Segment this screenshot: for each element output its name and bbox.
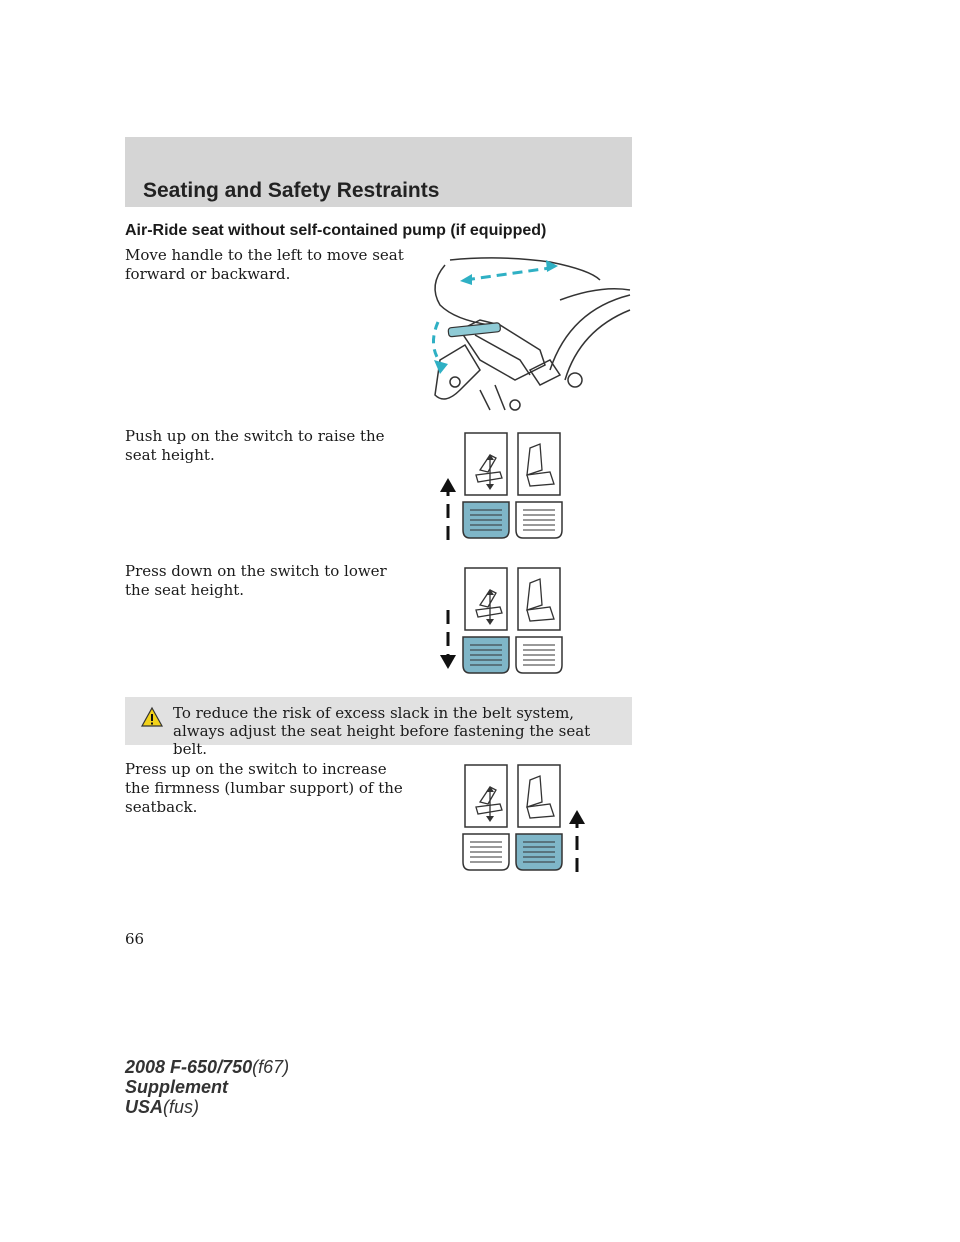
page-number: 66 bbox=[125, 930, 145, 948]
warning-triangle-icon bbox=[141, 707, 163, 727]
seat-height-switch-icon bbox=[430, 565, 570, 680]
footer-supplement: Supplement bbox=[125, 1077, 229, 1097]
seat-lumbar-switch-icon bbox=[430, 762, 590, 877]
instruction-lower-seat: Press down on the switch to lower the seat height. bbox=[125, 562, 387, 599]
warning-text: To reduce the risk of excess slack in the belt system, always adjust the seat height before fastening the seat belt. bbox=[173, 704, 591, 758]
footer-market-code: (fus) bbox=[163, 1097, 200, 1117]
section-title: Air-Ride seat without self-contained pump (if equipped) bbox=[125, 222, 547, 239]
instruction-forward-backward: Move handle to the left to move seat forward or backward. bbox=[125, 246, 404, 283]
footer-model-name: 2008 F-650/750 bbox=[125, 1057, 253, 1077]
footer-model-code: (f67) bbox=[252, 1057, 290, 1077]
seat-handle-illustration bbox=[420, 250, 635, 415]
instruction-raise-seat: Push up on the switch to raise the seat height. bbox=[125, 427, 385, 464]
footer-model bbox=[125, 1057, 289, 1077]
page-title: Seating and Safety Restraints bbox=[143, 179, 440, 202]
warning-box bbox=[125, 697, 632, 758]
seat-height-switch-icon bbox=[430, 430, 570, 545]
footer-market bbox=[125, 1097, 199, 1117]
instruction-lumbar-support: Press up on the switch to increase the firmness (lumbar support) of the seatback. bbox=[125, 760, 403, 816]
page-header bbox=[125, 137, 632, 207]
footer-market-name: USA bbox=[125, 1097, 164, 1117]
